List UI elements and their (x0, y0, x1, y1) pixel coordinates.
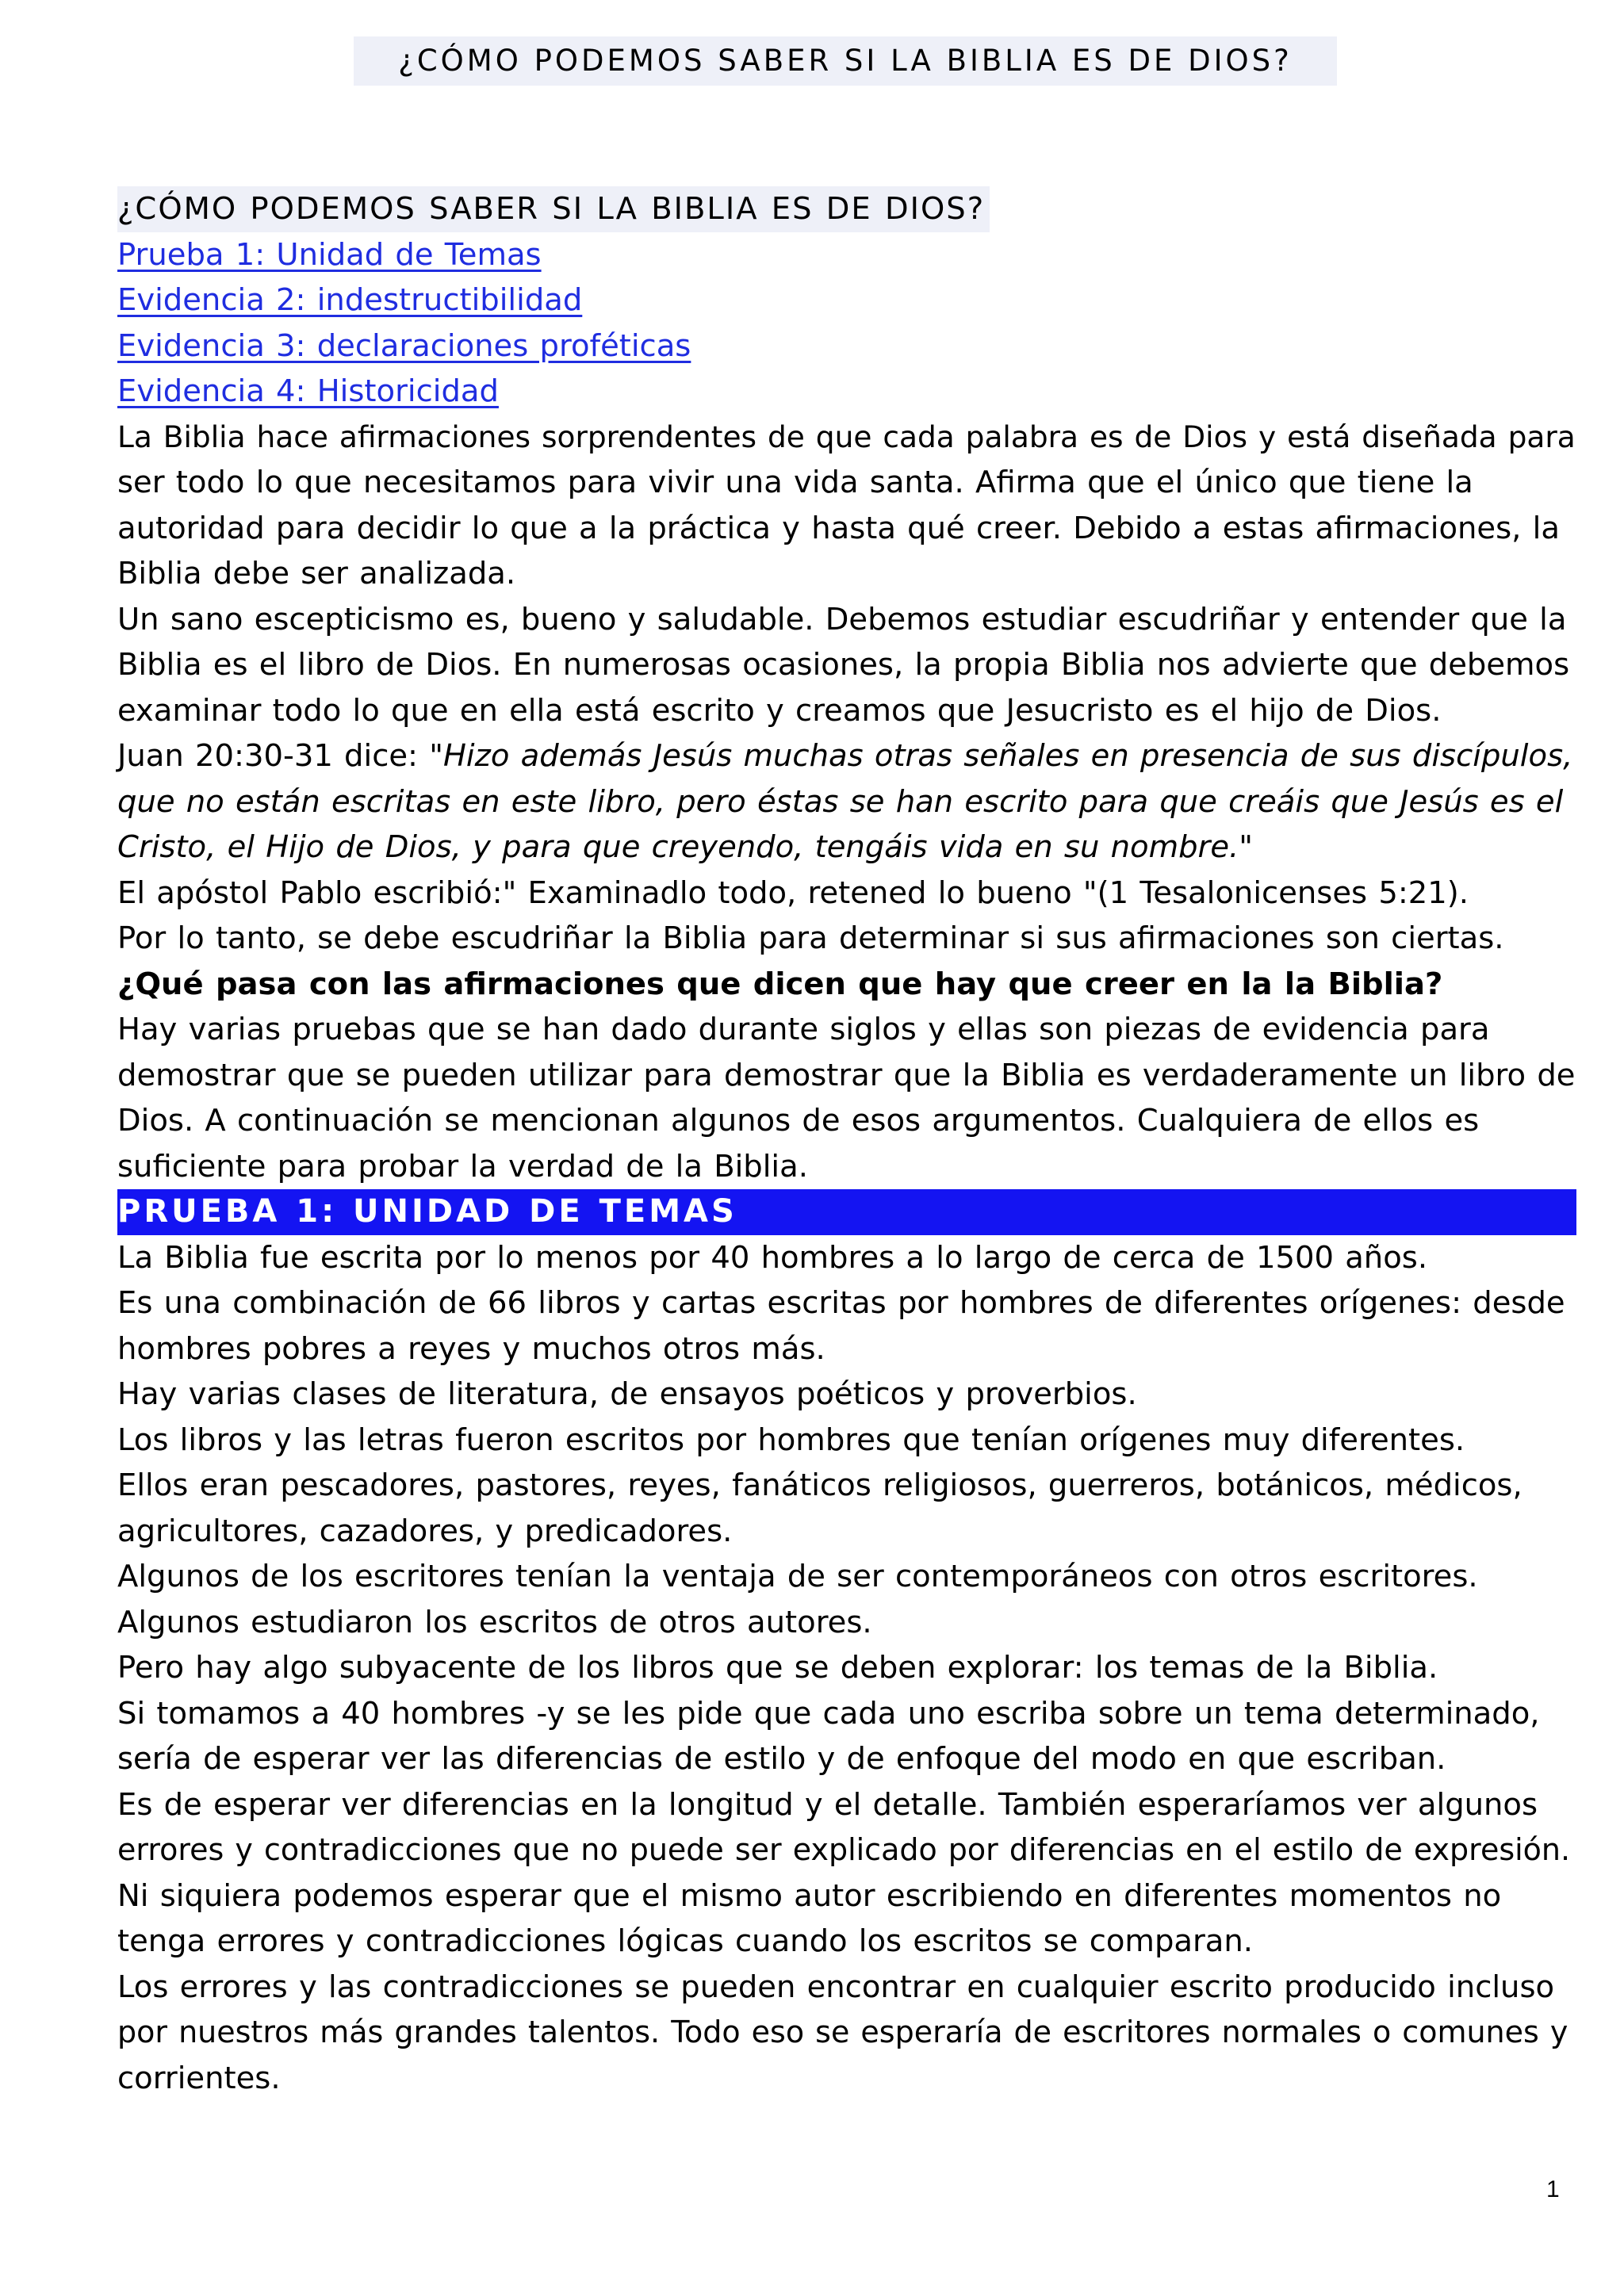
toc-item-4 (117, 369, 1576, 415)
juan-citation: Juan 20:30-31 dice: (117, 738, 430, 774)
section1-line: Los errores y las contradicciones se pueden encontrar en cualquier escrito producido incluso (117, 1969, 1555, 2005)
section1-line: tenga errores y contradicciones lógicas cuando los escritos se comparan. (117, 1923, 1254, 1959)
closing-line: Hay varias pruebas que se han dado durante siglos y ellas son piezas de evidencia para (117, 1012, 1490, 1047)
intro-line: Un sano escepticismo es, bueno y saludable. Debemos estudiar escudriñar y entender que la (117, 601, 1567, 637)
juan-quote-line-3: Cristo, el Hijo de Dios, y para que creyendo, tengáis vida en su nombre." (117, 829, 1253, 865)
pablo-line: El apóstol Pablo escribió:" Examinadlo todo, retened lo bueno "(1 Tesalonicenses 5:21). (117, 874, 1469, 911)
section1-line: por nuestros más grandes talentos. Todo eso se esperaría de escritores normales o comunes y (117, 2015, 1568, 2049)
juan-quote-line-2: que no están escritas en este libro, pero éstas se han escrito para que creáis que Jesús es el (117, 783, 1564, 820)
toc-link-evidencia-3[interactable]: Evidencia 3: declaraciones proféticas (117, 327, 691, 364)
section1-line: La Biblia fue escrita por lo menos por 40 hombres a lo largo de cerca de 1500 años. (117, 1239, 1428, 1276)
toc-title-row (117, 186, 1576, 232)
section1-line: corrientes. (117, 2060, 281, 2096)
toc-item-3 (117, 323, 1576, 369)
closing-line: suficiente para probar la verdad de la Biblia. (117, 1148, 808, 1184)
intro-line: Biblia es el libro de Dios. En numerosas ocasiones, la propia Biblia nos advierte que debemos (117, 647, 1570, 683)
toc-title: ¿CÓMO PODEMOS SABER SI LA BIBLIA ES DE DIOS? (117, 186, 990, 232)
question-heading: ¿Qué pasa con las afirmaciones que dicen que hay que creer en la la Biblia? (117, 966, 1443, 1002)
section1-line: Ellos eran pescadores, pastores, reyes, fanáticos religiosos, guerreros, botánicos, médicos, (117, 1468, 1522, 1503)
juan-quote: "Hizo además Jesús muchas otras señales en presencia de sus discípulos, (429, 738, 1573, 774)
toc-link-evidencia-4[interactable]: Evidencia 4: Historicidad (117, 373, 499, 409)
section-heading-prueba-1: PRUEBA 1: UNIDAD DE TEMAS (117, 1189, 1576, 1235)
section1-line: hombres pobres a reyes y muchos otros más. (117, 1330, 825, 1367)
intro-line: ser todo lo que necesitamos para vivir una vida santa. Afirma que el único que tiene la (117, 465, 1473, 500)
toc-item-2 (117, 277, 1576, 323)
intro-line: Biblia debe ser analizada. (117, 556, 516, 591)
intro-line: autoridad para decidir lo que a la práctica y hasta qué creer. Debido a estas afirmaciones, la (117, 510, 1560, 546)
page-number: 1 (1546, 2176, 1560, 2202)
section1-line: Algunos estudiaron los escritos de otros autores. (117, 1604, 872, 1640)
document-body (117, 186, 1576, 2101)
section1-line: Pero hay algo subyacente de los libros que se deben explorar: los temas de la Biblia. (117, 1650, 1438, 1686)
closing-line: demostrar que se pueden utilizar para demostrar que la Biblia es verdaderamente un libro de (117, 1057, 1576, 1093)
toc-link-evidencia-2[interactable]: Evidencia 2: indestructibilidad (117, 282, 583, 318)
section1-line: Es de esperar ver diferencias en la longitud y el detalle. También esperaríamos ver algunos (117, 1786, 1538, 1823)
section1-line: Si tomamos a 40 hombres -y se les pide que cada uno escriba sobre un tema determinado, (117, 1695, 1540, 1732)
section1-line: sería de esperar ver las diferencias de estilo y de enfoque del modo en que escriban. (117, 1741, 1446, 1777)
toc-item-1 (117, 232, 1576, 278)
page-header (354, 36, 1337, 86)
section1-line: errores y contradicciones que no puede ser explicado por diferencias en el estilo de expresión. (117, 1832, 1571, 1867)
page-header-title: ¿CÓMO PODEMOS SABER SI LA BIBLIA ES DE DIOS? (398, 44, 1293, 78)
toc-link-prueba-1[interactable]: Prueba 1: Unidad de Temas (117, 236, 542, 273)
conclusion-line: Por lo tanto, se debe escudriñar la Biblia para determinar si sus afirmaciones son ciertas. (117, 920, 1504, 956)
closing-line: Dios. A continuación se mencionan algunos de esos argumentos. Cualquiera de ellos es (117, 1103, 1480, 1138)
section1-line: Hay varias clases de literatura, de ensayos poéticos y proverbios. (117, 1376, 1137, 1412)
intro-line: La Biblia hace afirmaciones sorprendentes de que cada palabra es de Dios y está diseñada para (117, 419, 1576, 454)
juan-quote-line-1 (117, 733, 1576, 779)
section1-line: agricultores, cazadores, y predicadores. (117, 1513, 733, 1549)
section1-line: Algunos de los escritores tenían la ventaja de ser contemporáneos con otros escritores. (117, 1559, 1478, 1594)
section1-line: Es una combinación de 66 libros y cartas escritas por hombres de diferentes orígenes: desde (117, 1285, 1565, 1321)
section1-line: Los libros y las letras fueron escritos por hombres que tenían orígenes muy diferentes. (117, 1422, 1465, 1458)
intro-line: examinar todo lo que en ella está escrito y creamos que Jesucristo es el hijo de Dios. (117, 692, 1442, 729)
section1-line: Ni siquiera podemos esperar que el mismo autor escribiendo en diferentes momentos no (117, 1877, 1502, 1914)
